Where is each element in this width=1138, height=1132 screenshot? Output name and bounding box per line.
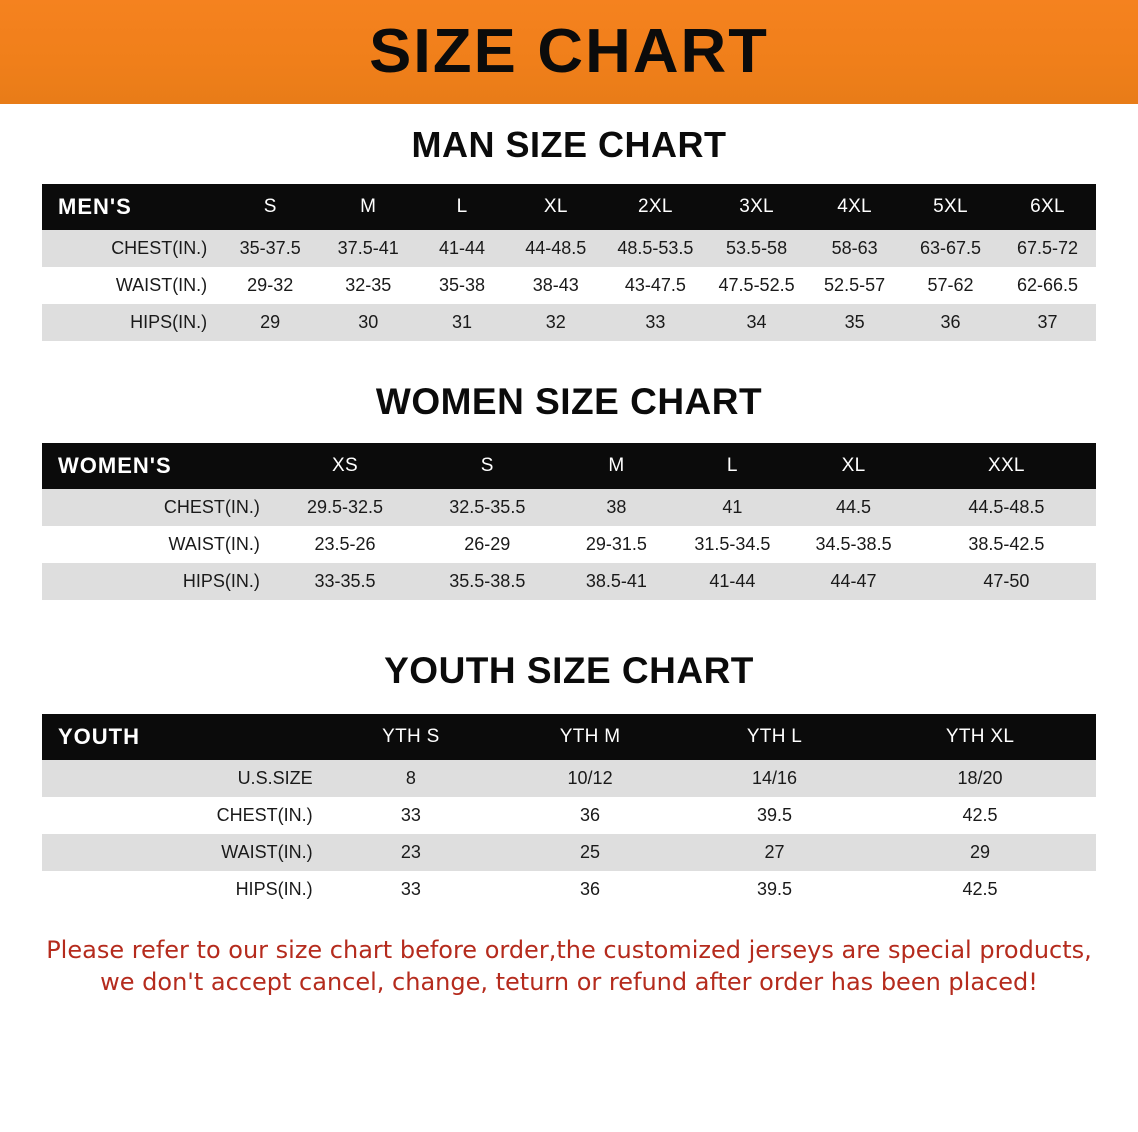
youth-cell: 10/12 — [567, 768, 613, 788]
youth-cell: 39.5 — [756, 805, 793, 825]
table-row — [42, 304, 1096, 341]
table-row — [42, 834, 1096, 871]
man-header-cell: 6XL — [1030, 196, 1065, 217]
man-cell: 31 — [451, 312, 473, 332]
man-cell: 48.5-53.5 — [617, 238, 694, 258]
man-cell: 41-44 — [438, 238, 486, 258]
youth-header-row — [42, 714, 1096, 760]
youth-row-label: CHEST(IN.) — [216, 805, 313, 825]
youth-cell: 36 — [580, 805, 601, 825]
youth-table-wrapper — [42, 714, 1096, 908]
man-cell: 32-35 — [345, 275, 392, 295]
man-cell: 35-38 — [438, 275, 486, 295]
table-row — [42, 489, 1096, 526]
man-row-label: WAIST(IN.) — [115, 275, 208, 295]
youth-cell: 25 — [580, 842, 601, 862]
table-row — [42, 871, 1096, 908]
youth-header-cell: YTH L — [746, 726, 803, 747]
man-cell: 67.5-72 — [1016, 238, 1079, 258]
women-cell: 33-35.5 — [314, 571, 376, 591]
man-cell: 33 — [645, 312, 666, 332]
man-size-table — [42, 184, 1096, 341]
women-cell: 29-31.5 — [585, 534, 647, 554]
man-cell: 62-66.5 — [1016, 275, 1079, 295]
women-header-cell: WOMEN'S — [58, 453, 172, 478]
man-cell: 63-67.5 — [919, 238, 982, 258]
disclaimer-line-1: Please refer to our size chart before order,the customized jerseys are special products, — [46, 936, 1092, 964]
youth-cell: 23 — [400, 842, 421, 862]
women-table-wrapper — [42, 443, 1096, 600]
women-cell: 44.5 — [836, 497, 872, 517]
man-cell: 35 — [844, 312, 865, 332]
youth-cell: 39.5 — [756, 879, 793, 899]
youth-header-cell: YTH M — [559, 726, 621, 747]
youth-cell: 36 — [580, 879, 601, 899]
youth-cell: 42.5 — [962, 805, 998, 825]
man-header-cell: M — [360, 196, 377, 217]
youth-row-label: U.S.SIZE — [237, 768, 313, 788]
man-header-cell: L — [456, 196, 468, 217]
women-cell: 31.5-34.5 — [694, 534, 771, 554]
man-cell: 53.5-58 — [726, 238, 788, 258]
man-header-cell: 2XL — [638, 196, 673, 217]
women-header-cell: XL — [841, 455, 866, 476]
man-cell: 38-43 — [532, 275, 579, 295]
women-header-cell: S — [480, 455, 494, 476]
banner — [0, 0, 1138, 104]
table-row — [42, 563, 1096, 600]
youth-row-label: WAIST(IN.) — [221, 842, 313, 862]
women-cell: 47-50 — [983, 571, 1030, 591]
youth-size-table — [42, 714, 1096, 908]
youth-row-label: HIPS(IN.) — [235, 879, 313, 899]
women-cell: 35.5-38.5 — [449, 571, 526, 591]
man-table-wrapper — [42, 184, 1096, 341]
man-cell: 58-63 — [831, 238, 878, 258]
man-header-cell: 5XL — [933, 196, 968, 217]
women-section-title: WOMEN SIZE CHART — [375, 381, 763, 422]
man-cell: 44-48.5 — [525, 238, 587, 258]
disclaimer-line-2: we don't accept cancel, change, teturn or refund after order has been placed! — [100, 968, 1038, 997]
youth-cell: 42.5 — [962, 879, 998, 899]
table-row — [42, 267, 1096, 304]
man-header-cell: 3XL — [739, 196, 774, 217]
man-cell: 36 — [940, 312, 961, 332]
man-header-row — [42, 184, 1096, 230]
women-row-label: HIPS(IN.) — [182, 571, 260, 591]
youth-section-title: YOUTH SIZE CHART — [384, 650, 754, 691]
youth-header-cell: YTH XL — [945, 726, 1015, 747]
women-row-label: WAIST(IN.) — [168, 534, 260, 554]
women-header-cell: M — [608, 455, 625, 476]
man-cell: 34 — [746, 312, 767, 332]
youth-header-cell: YTH S — [382, 726, 440, 747]
man-cell: 32 — [545, 312, 566, 332]
man-cell: 37.5-41 — [337, 238, 399, 258]
table-row — [42, 760, 1096, 797]
women-row-label: CHEST(IN.) — [163, 497, 260, 517]
women-header-cell: L — [726, 455, 738, 476]
women-header-row — [42, 443, 1096, 489]
man-cell: 30 — [358, 312, 379, 332]
women-cell: 38.5-42.5 — [968, 534, 1045, 554]
women-cell: 29.5-32.5 — [306, 497, 384, 517]
women-header-cell: XXL — [987, 455, 1025, 476]
youth-cell: 33 — [400, 879, 421, 899]
women-cell: 26-29 — [464, 534, 511, 554]
table-row — [42, 526, 1096, 563]
man-cell: 43-47.5 — [624, 275, 686, 295]
man-cell: 29 — [260, 312, 281, 332]
women-cell: 41-44 — [709, 571, 756, 591]
women-header-cell: XS — [332, 455, 358, 476]
women-cell: 23.5-26 — [314, 534, 376, 554]
man-cell: 29-32 — [247, 275, 294, 295]
women-cell: 38 — [606, 497, 627, 517]
man-header-cell: XL — [543, 196, 568, 217]
youth-cell: 29 — [970, 842, 991, 862]
disclaimer-note — [40, 934, 1098, 999]
table-row — [42, 230, 1096, 267]
man-header-cell: MEN'S — [58, 194, 132, 219]
man-row-label: HIPS(IN.) — [130, 312, 208, 332]
man-section-title: MAN SIZE CHART — [411, 124, 727, 165]
women-cell: 41 — [722, 497, 743, 517]
man-row-label: CHEST(IN.) — [111, 238, 208, 258]
women-size-table — [42, 443, 1096, 600]
women-cell: 44-47 — [830, 571, 877, 591]
banner-title: SIZE CHART — [369, 17, 769, 86]
man-cell: 52.5-57 — [824, 275, 886, 295]
table-row — [42, 797, 1096, 834]
youth-cell: 27 — [764, 842, 785, 862]
man-cell: 47.5-52.5 — [718, 275, 795, 295]
man-cell: 35-37.5 — [239, 238, 301, 258]
women-cell: 44.5-48.5 — [968, 497, 1045, 517]
women-cell: 38.5-41 — [585, 571, 647, 591]
youth-cell: 8 — [405, 768, 416, 788]
youth-cell: 14/16 — [751, 768, 798, 788]
man-cell: 37 — [1037, 312, 1058, 332]
women-cell: 32.5-35.5 — [449, 497, 526, 517]
youth-header-cell: YOUTH — [58, 724, 140, 749]
youth-cell: 33 — [400, 805, 421, 825]
man-header-cell: 4XL — [837, 196, 872, 217]
man-header-cell: S — [263, 196, 277, 217]
youth-cell: 18/20 — [957, 768, 1003, 788]
man-cell: 57-62 — [927, 275, 974, 295]
women-cell: 34.5-38.5 — [815, 534, 892, 554]
